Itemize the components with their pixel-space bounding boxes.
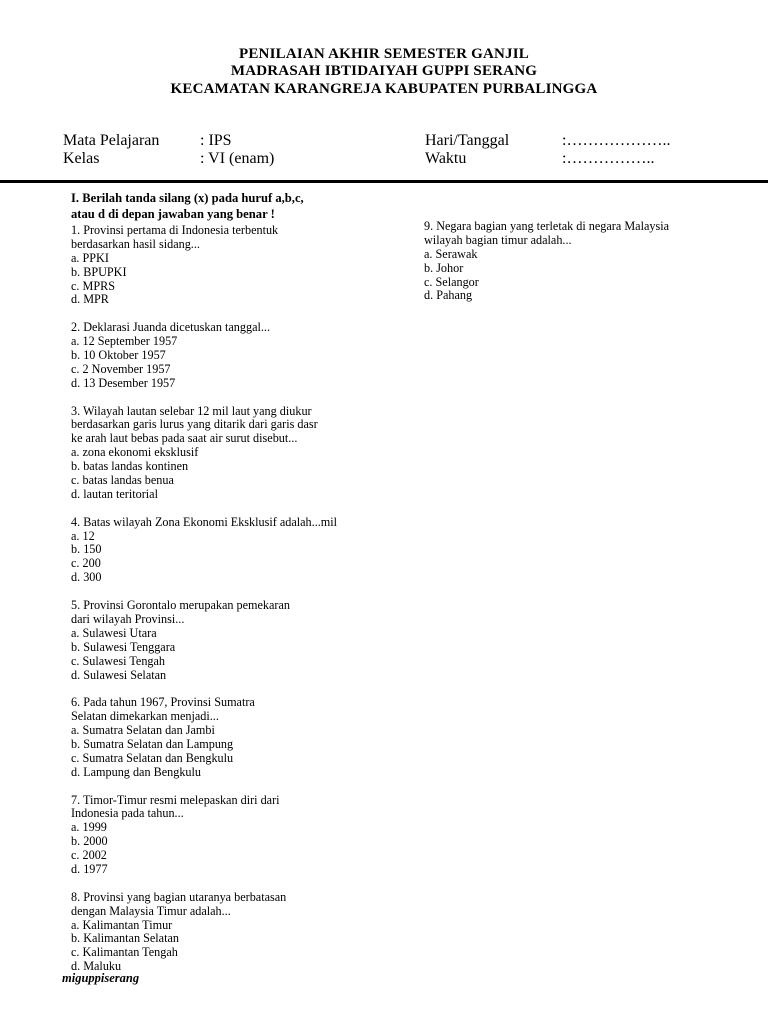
question-text: wilayah bagian timur adalah... bbox=[424, 232, 572, 247]
answer-option: c. 2002 bbox=[71, 848, 107, 863]
date-value: :……………….. bbox=[562, 132, 671, 149]
question-block bbox=[71, 321, 337, 390]
question-block bbox=[71, 696, 337, 779]
question-block bbox=[71, 599, 337, 682]
class-value: : VI (enam) bbox=[200, 150, 275, 167]
answer-option: d. MPR bbox=[71, 292, 109, 307]
right-question-column bbox=[424, 220, 669, 303]
subject-value: : IPS bbox=[200, 132, 232, 149]
answer-option: a. 1999 bbox=[71, 820, 107, 835]
question-text: 7. Timor-Timur resmi melepaskan diri dari bbox=[71, 792, 280, 807]
time-value: :…………….. bbox=[562, 150, 655, 167]
answer-option: c. Selangor bbox=[424, 274, 479, 289]
answer-option: d. Maluku bbox=[71, 959, 122, 974]
answer-option: c. MPRS bbox=[71, 278, 116, 293]
question-block bbox=[71, 891, 337, 974]
answer-option: a. PPKI bbox=[71, 250, 109, 265]
question-text: 2. Deklarasi Juanda dicetuskan tanggal... bbox=[71, 320, 270, 335]
question-text: Indonesia pada tahun... bbox=[71, 806, 184, 821]
question-text: 3. Wilayah lautan selebar 12 mil laut yang diukur bbox=[71, 403, 312, 418]
answer-option: a. Sulawesi Utara bbox=[71, 625, 157, 640]
answer-option: a. Kalimantan Timur bbox=[71, 917, 173, 932]
answer-option: c. 2 November 1957 bbox=[71, 361, 171, 376]
question-text: ke arah laut bebas pada saat air surut disebut... bbox=[71, 431, 298, 446]
header-divider bbox=[0, 180, 768, 183]
instruction-line-2: atau d di depan jawaban yang benar ! bbox=[71, 206, 275, 221]
answer-option: a. 12 September 1957 bbox=[71, 334, 178, 349]
question-text: dengan Malaysia Timur adalah... bbox=[71, 903, 231, 918]
question-text: Selatan dimekarkan menjadi... bbox=[71, 709, 219, 724]
question-text: dari wilayah Provinsi... bbox=[71, 611, 185, 626]
question-block bbox=[424, 220, 669, 303]
answer-option: b. BPUPKI bbox=[71, 264, 127, 279]
question-text: berdasarkan hasil sidang... bbox=[71, 236, 200, 251]
question-text: 6. Pada tahun 1967, Provinsi Sumatra bbox=[71, 695, 255, 710]
time-label: Waktu bbox=[425, 150, 467, 167]
answer-option: d. Sulawesi Selatan bbox=[71, 667, 167, 682]
date-label: Hari/Tanggal bbox=[425, 132, 510, 149]
answer-option: b. Sumatra Selatan dan Lampung bbox=[71, 736, 234, 751]
question-block bbox=[71, 224, 337, 307]
answer-option: c. Kalimantan Tengah bbox=[71, 945, 178, 960]
question-text: berdasarkan garis lurus yang ditarik dari garis dasr bbox=[71, 417, 318, 432]
answer-option: d. 1977 bbox=[71, 861, 108, 876]
left-question-column bbox=[71, 224, 337, 974]
answer-option: b. Sulawesi Tenggara bbox=[71, 639, 176, 654]
answer-option: b. Kalimantan Selatan bbox=[71, 931, 179, 946]
question-block bbox=[71, 405, 337, 502]
class-label: Kelas bbox=[63, 150, 100, 167]
question-text: 8. Provinsi yang bagian utaranya berbatasan bbox=[71, 889, 287, 904]
question-text: 9. Negara bagian yang terletak di negara Malaysia bbox=[424, 219, 669, 233]
question-text: 4. Batas wilayah Zona Ekonomi Eksklusif adalah...mil bbox=[71, 514, 338, 529]
answer-option: b. 150 bbox=[71, 542, 102, 557]
answer-option: d. lautan teritorial bbox=[71, 486, 158, 501]
answer-option: c. 200 bbox=[71, 556, 101, 571]
header-line-1: PENILAIAN AKHIR SEMESTER GANJIL bbox=[238, 46, 529, 62]
answer-option: d. Lampung dan Bengkulu bbox=[71, 764, 201, 779]
answer-option: a. Sumatra Selatan dan Jambi bbox=[71, 723, 215, 738]
answer-option: d. Pahang bbox=[424, 288, 473, 303]
subject-label: Mata Pelajaran bbox=[63, 132, 160, 149]
answer-option: d. 13 Desember 1957 bbox=[71, 375, 176, 390]
answer-option: a. 12 bbox=[71, 528, 95, 543]
answer-option: b. batas landas kontinen bbox=[71, 459, 189, 474]
question-block bbox=[71, 794, 337, 877]
answer-option: b. Johor bbox=[424, 260, 464, 275]
header-line-2: MADRASAH IBTIDAIYAH GUPPI SERANG bbox=[230, 63, 538, 79]
answer-option: b. 10 Oktober 1957 bbox=[71, 348, 166, 363]
instruction bbox=[71, 191, 304, 222]
answer-option: b. 2000 bbox=[71, 834, 108, 849]
question-block bbox=[71, 516, 337, 585]
question-text: 1. Provinsi pertama di Indonesia terbentuk bbox=[71, 223, 279, 237]
header-line-3: KECAMATAN KARANGREJA KABUPATEN PURBALINGGA bbox=[170, 81, 598, 97]
answer-option: a. Serawak bbox=[424, 246, 478, 261]
answer-option: d. 300 bbox=[71, 570, 102, 585]
instruction-line-1: I. Berilah tanda silang (x) pada huruf a,b,c, bbox=[71, 191, 304, 205]
answer-option: c. Sulawesi Tengah bbox=[71, 653, 166, 668]
answer-option: c. batas landas benua bbox=[71, 473, 174, 488]
answer-option: c. Sumatra Selatan dan Bengkulu bbox=[71, 750, 234, 765]
footer-watermark: miguppiserang bbox=[62, 971, 140, 985]
answer-option: a. zona ekonomi eksklusif bbox=[71, 445, 199, 460]
question-text: 5. Provinsi Gorontalo merupakan pemekaran bbox=[71, 598, 290, 613]
